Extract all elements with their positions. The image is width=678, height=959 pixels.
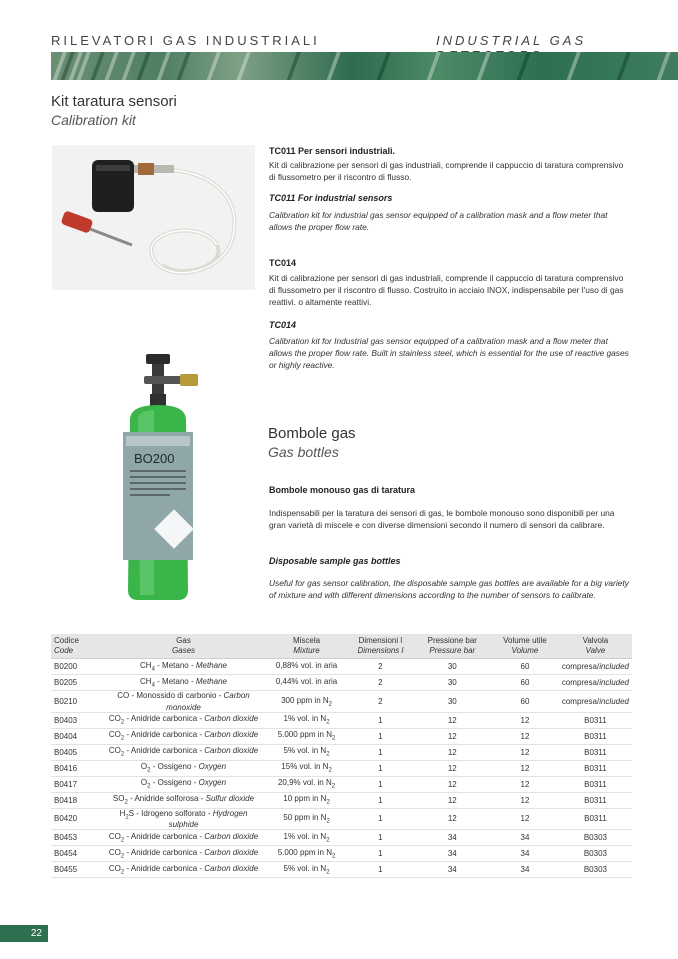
table-row [51,744,632,760]
cell-pressure: 34 [414,830,492,846]
table-header-row [51,634,632,659]
cell-mixture: 300 ppm in $N_2$ [266,691,347,713]
cell-volume: 12 [491,728,559,744]
cell-volume: 34 [491,846,559,862]
cell-mixture: 15% vol. in $N_2$ [266,760,347,776]
column-header-dimensions: Dimensioni l Dimensions l [347,634,413,659]
cell-gas: $CO_2$ - Anidride carbonica - Carbon dioxide [101,728,266,744]
bottles-subtitle: Gas bottles [268,444,339,460]
cell-valve: B0311 [559,760,632,776]
cell-code: B0200 [51,659,101,675]
cell-gas: $O_2$ - Ossigeno - Oxygen [101,760,266,776]
tc011-it-text: Kit di calibrazione per sensori di gas industriali, comprende il cappuccio di taratura comprensivo di flussometro per il riscontro di flusso. [269,160,624,182]
cell-volume: 60 [491,659,559,675]
calibration-kit-image [52,145,255,290]
cell-dimensions: 1 [347,862,413,878]
cell-dimensions: 1 [347,744,413,760]
cell-gas: $CO_2$ - Anidride carbonica - Carbon dioxide [101,744,266,760]
cell-volume: 12 [491,792,559,808]
cell-mixture: 0,88% vol. in aria [266,659,347,675]
gas-bottles-table [51,634,632,878]
cell-code: B0417 [51,776,101,792]
bottles-en-text: Useful for gas sensor calibration, the disposable sample gas bottles are available for a big variety of mixture and with different dimensions according to the number of sensors to calibrate. [269,578,629,600]
cell-valve: B0311 [559,776,632,792]
cell-gas: $H_2S$ - Idrogeno solforato - Hydrogen sulphide [101,808,266,830]
cell-volume: 60 [491,691,559,713]
tc014-it-title: TC014 [269,258,297,268]
cell-dimensions: 1 [347,760,413,776]
cell-pressure: 12 [414,744,492,760]
table-row [51,846,632,862]
cell-code: B0420 [51,808,101,830]
cell-valve: compresa/included [559,691,632,713]
cell-volume: 60 [491,675,559,691]
cell-mixture: 5% vol. in $N_2$ [266,862,347,878]
bottles-title: Bombole gas [268,425,356,442]
cell-pressure: 30 [414,691,492,713]
table-row [51,862,632,878]
cell-gas: $CH_4$ - Metano - Methane [101,659,266,675]
cell-dimensions: 1 [347,846,413,862]
cell-mixture: 0,44% vol. in aria [266,675,347,691]
cell-dimensions: 2 [347,675,413,691]
column-header-pressure: Pressione bar Pressure bar [414,634,492,659]
tc014-it-text: Kit di calibrazione per sensori di gas industriali, comprende il cappuccio di taratura comprensivo di flussometro per il riscontro di flusso. Costruito in acciaio INOX, indispensabile per l'uso di gas reattivi. o altamente reattivi. [269,273,624,307]
cell-gas: $CO_2$ - Anidride carbonica - Carbon dioxide [101,846,266,862]
cell-dimensions: 1 [347,808,413,830]
cell-mixture: 5.000 ppm in $N_2$ [266,728,347,744]
table-row [51,659,632,675]
cell-code: B0416 [51,760,101,776]
table-row [51,792,632,808]
table-row [51,760,632,776]
cell-gas: CO - Monossido di carbonio - Carbon monoxide [101,691,266,713]
cell-valve: B0311 [559,808,632,830]
cell-dimensions: 2 [347,691,413,713]
cell-mixture: 50 ppm in $N_2$ [266,808,347,830]
cell-code: B0403 [51,712,101,728]
cell-pressure: 12 [414,776,492,792]
cell-pressure: 34 [414,846,492,862]
tc011-it-title: TC011 Per sensori industriali. [269,146,396,156]
cell-pressure: 30 [414,659,492,675]
cell-dimensions: 1 [347,712,413,728]
cell-valve: B0303 [559,862,632,878]
table-row [51,830,632,846]
column-header-code: Codice Code [51,634,101,659]
table-row [51,691,632,713]
cell-code: B0454 [51,846,101,862]
cell-valve: B0311 [559,728,632,744]
cell-pressure: 12 [414,808,492,830]
cell-mixture: 20,9% vol. in $N_2$ [266,776,347,792]
cell-code: B0418 [51,792,101,808]
cell-dimensions: 1 [347,776,413,792]
header-banner [51,52,678,80]
cell-volume: 12 [491,760,559,776]
bottles-en-title: Disposable sample gas bottles [269,556,401,566]
cell-dimensions: 1 [347,830,413,846]
cell-gas: $CO_2$ - Anidride carbonica - Carbon dioxide [101,712,266,728]
column-header-mixture: Miscela Mixture [266,634,347,659]
cell-gas: $CH_4$ - Metano - Methane [101,675,266,691]
cell-mixture: 1% vol. in $N_2$ [266,830,347,846]
cell-mixture: 10 ppm in $N_2$ [266,792,347,808]
cell-volume: 34 [491,862,559,878]
tc011-en-text: Calibration kit for industrial gas sensor equipped of a calibration mask and a flow meter that allows the proper flow rate. [269,210,608,232]
column-header-gas: Gas Gases [101,634,266,659]
table-row [51,728,632,744]
cell-pressure: 12 [414,760,492,776]
column-header-volume: Volume utile Volume [491,634,559,659]
cell-dimensions: 1 [347,728,413,744]
cell-volume: 12 [491,712,559,728]
bottles-it-text: Indispensabili per la taratura dei sensori di gas, le bombole monouso sono disponibili per una gran varietà di miscele e con diverse dimensioni secondo il numero di sensori da calibrare. [269,508,615,530]
cell-pressure: 12 [414,712,492,728]
cell-dimensions: 1 [347,792,413,808]
page-number: 22 [0,925,48,942]
cell-valve: B0311 [559,792,632,808]
gas-bottle-image [110,350,210,610]
table-row [51,712,632,728]
header-left-title: RILEVATORI GAS INDUSTRIALI [51,33,320,48]
calibration-subtitle: Calibration kit [51,112,136,128]
cell-pressure: 34 [414,862,492,878]
table-row [51,675,632,691]
cell-volume: 34 [491,830,559,846]
cell-dimensions: 2 [347,659,413,675]
cell-valve: B0303 [559,830,632,846]
bottle-label: BO200 [134,451,175,466]
cell-pressure: 12 [414,792,492,808]
tc011-en-title: TC011 For industrial sensors [269,193,393,203]
cell-pressure: 12 [414,728,492,744]
cell-mixture: 5.000 ppm in $N_2$ [266,846,347,862]
table-row [51,776,632,792]
cell-valve: compresa/included [559,675,632,691]
cell-code: B0455 [51,862,101,878]
cell-code: B0210 [51,691,101,713]
tc014-en-text: Calibration kit for Industrial gas sensor equipped of a calibration mask and a flow meter that allows the proper flow rate. Built in stainless steel, which is essential for the use of reactive gases or highly reactive. [269,336,629,370]
cell-mixture: 5% vol. in $N_2$ [266,744,347,760]
cell-pressure: 30 [414,675,492,691]
cell-gas: $CO_2$ - Anidride carbonica - Carbon dioxide [101,862,266,878]
cell-code: B0405 [51,744,101,760]
tc014-en-title: TC014 [269,320,297,330]
cell-gas: $SO_2$ - Anidride solforosa - Sulfur dioxide [101,792,266,808]
cell-code: B0205 [51,675,101,691]
bottles-it-title: Bombole monouso gas di taratura [269,485,416,495]
cell-volume: 12 [491,808,559,830]
cell-mixture: 1% vol. in $N_2$ [266,712,347,728]
header-right-title: INDUSTRIAL GAS [436,33,587,48]
cell-gas: $CO_2$ - Anidride carbonica - Carbon dioxide [101,830,266,846]
cell-code: B0453 [51,830,101,846]
cell-volume: 12 [491,776,559,792]
calibration-title: Kit taratura sensori [51,93,177,110]
cell-valve: B0311 [559,744,632,760]
cell-valve: B0303 [559,846,632,862]
cell-valve: compresa/included [559,659,632,675]
column-header-valve: Valvola Valve [559,634,632,659]
table-row [51,808,632,830]
cell-code: B0404 [51,728,101,744]
cell-volume: 12 [491,744,559,760]
cell-valve: B0311 [559,712,632,728]
cell-gas: $O_2$ - Ossigeno - Oxygen [101,776,266,792]
